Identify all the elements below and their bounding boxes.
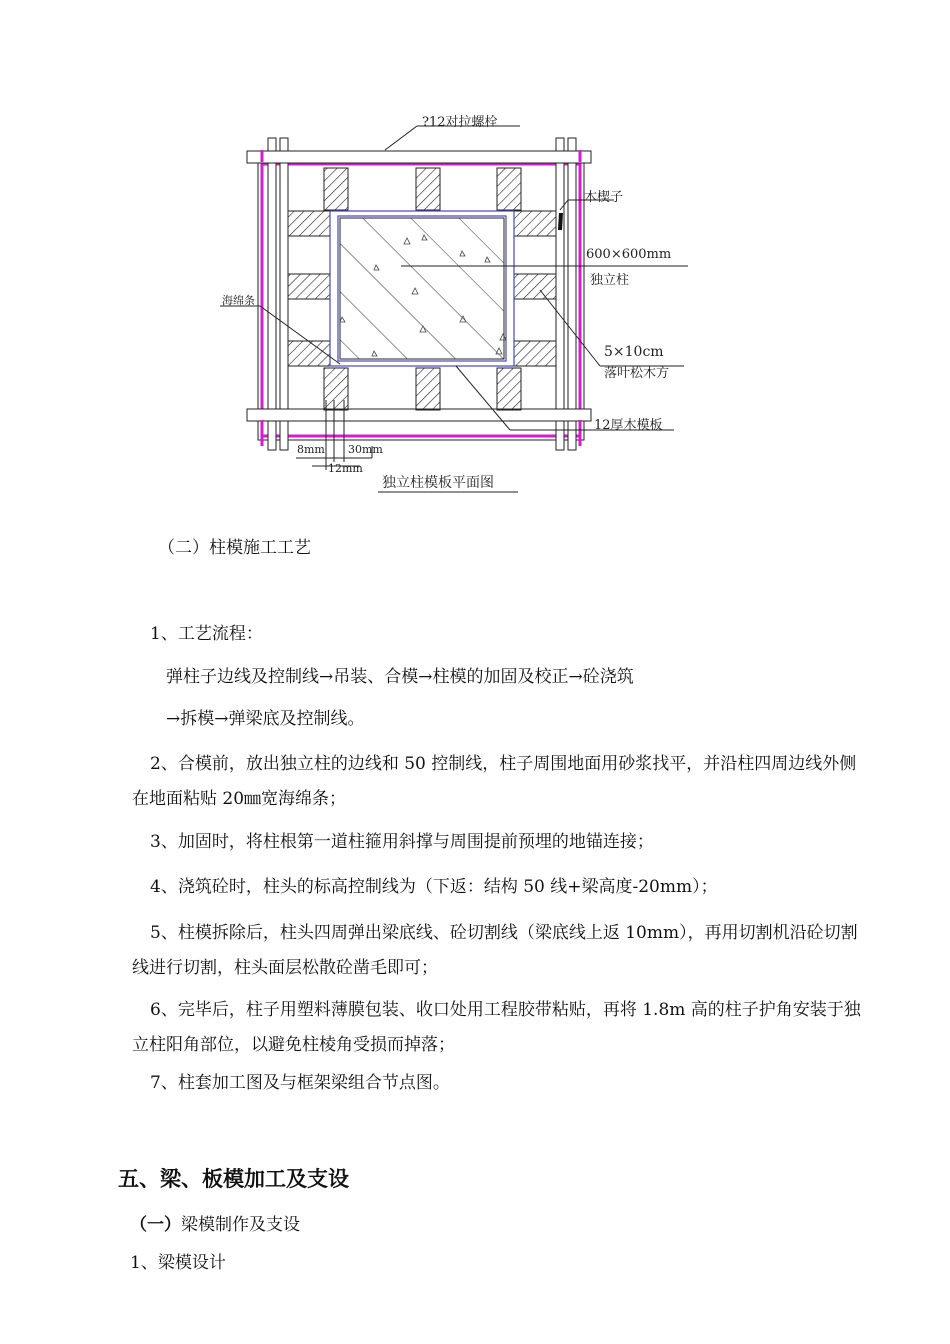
- label-bolt: ?12对拉螺栓: [422, 115, 498, 130]
- label-dim-12: 12mm: [328, 462, 363, 475]
- step-1-line-2: →拆模→弹梁底及控制线。: [166, 709, 365, 729]
- section-5-heading: 五、梁、板模加工及支设: [118, 1167, 349, 1191]
- step-4: 4、浇筑砼时，柱头的标高控制线为（下返：结构 50 线+梁高度-20mm）；: [150, 877, 718, 897]
- formwork-plan-drawing: [0, 0, 950, 510]
- label-dim-30: 30mm: [348, 443, 383, 456]
- item-1: 1、梁模设计: [130, 1253, 226, 1273]
- step-2: 2、合模前，放出独立柱的边线和 50 控制线，柱子周围地面用砂浆找平，并沿柱四周边线外侧在地面粘贴 20㎜宽海绵条；: [132, 754, 857, 809]
- step-1-title: 1、工艺流程：: [150, 624, 263, 644]
- label-wedge: 木楔子: [584, 190, 624, 205]
- section-2-heading: （二）柱模施工工艺: [158, 538, 311, 558]
- label-dim-8: 8mm: [297, 443, 325, 456]
- label-board: 12厚木模板: [594, 418, 663, 433]
- step-7: 7、柱套加工图及与框架梁组合节点图。: [150, 1073, 450, 1093]
- label-sponge: 海绵条: [222, 294, 255, 307]
- subsection-1-prefix: （一）: [130, 1215, 181, 1235]
- label-column-size: 600×600mm: [586, 247, 672, 262]
- label-timber-size: 5×10cm: [604, 344, 664, 360]
- step-5: 5、柱模拆除后，柱头四周弹出梁底线、砼切割线（梁底线上返 10mm），再用切割机沿砼切割线进行切割，柱头面层松散砼凿毛即可；: [132, 923, 858, 978]
- label-timber-name: 落叶松木方: [604, 366, 670, 381]
- figure-caption: 独立柱模板平面图: [382, 475, 494, 491]
- label-column-name: 独立柱: [590, 273, 630, 288]
- step-3: 3、加固时，将柱根第一道柱箍用斜撑与周围提前预埋的地锚连接；: [150, 832, 654, 852]
- column-formwork-figure: [0, 0, 950, 510]
- step-6: 6、完毕后，柱子用塑料薄膜包装、收口处用工程胶带粘贴，再将 1.8m 高的柱子护角安装于独立柱阳角部位，以避免柱棱角受损而掉落；: [132, 1000, 861, 1055]
- step-1-line-1: 弹柱子边线及控制线→吊装、合模→柱模的加固及校正→砼浇筑: [166, 667, 634, 687]
- subsection-1-heading: [130, 1210, 300, 1235]
- subsection-1-text: 梁模制作及支设: [181, 1215, 300, 1235]
- concrete-column: [340, 218, 506, 359]
